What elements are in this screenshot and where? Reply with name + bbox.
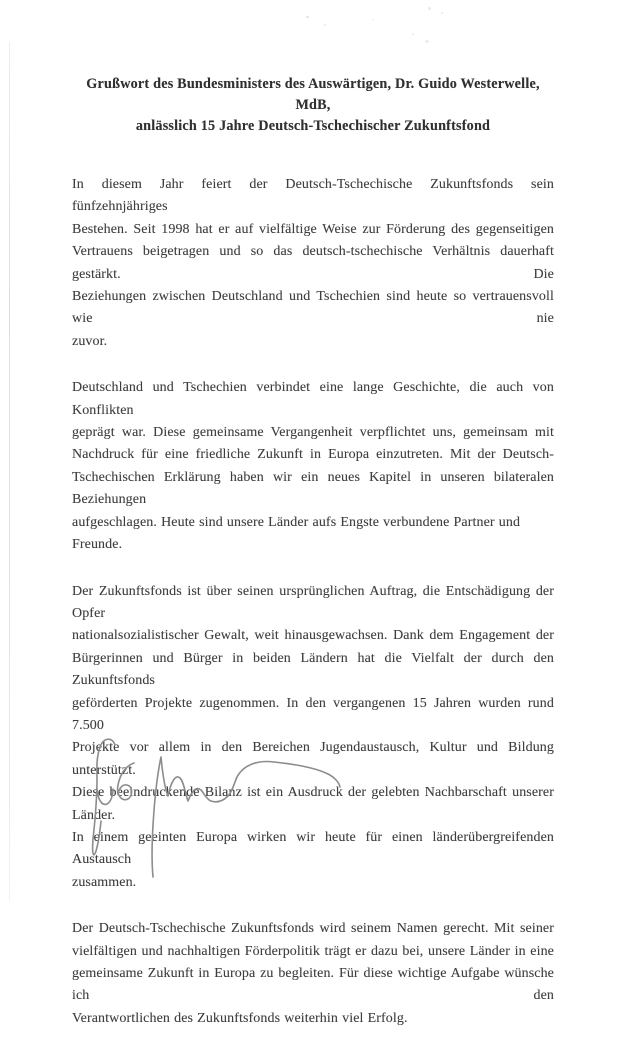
text-line: Diese beeindruckende Bilanz ist ein Ausdruck der gelebten Nachbarschaft unserer Länder.: [72, 785, 554, 823]
text-line: Tschechischen Erklärung haben wir ein neues Kapitel in unseren bilateralen Beziehungen: [72, 469, 554, 508]
text-line: gemeinsame Zukunft in Europa zu begleiten. Für diese wichtige Aufgabe wünsche ich den: [72, 966, 554, 1004]
text-line: zusammen.: [72, 874, 137, 890]
letter-title: [72, 74, 554, 137]
letter-body: [72, 74, 554, 1054]
paragraphs: [72, 174, 554, 1030]
letter-title-line-1: Grußwort des Bundesministers des Auswärtigen, Dr. Guido Westerwelle, MdB,: [86, 76, 540, 113]
text-line: Bürgerinnen und Bürger in beiden Ländern hat die Vielfalt der durch den Zukunftsfonds: [72, 650, 554, 689]
scan-speck: [425, 40, 429, 43]
text-line: Der Deutsch-Tschechische Zukunftsfonds wird seinem Namen gerecht. Mit seiner: [72, 921, 554, 937]
signature-block: [73, 733, 353, 888]
paragraph: [72, 174, 554, 353]
text-line: In diesem Jahr feiert der Deutsch-Tschechische Zukunftsfonds sein fünfzehnjähriges: [72, 177, 554, 215]
text-line: Vertrauens beigetragen und so das deutsch-tschechische Verhältnis dauerhaft gestärkt. Die: [72, 244, 554, 282]
text-line: Projekte vor allem in den Bereichen Jugendaustausch, Kultur und Bildung unterstützt.: [72, 740, 554, 778]
scan-speck: [412, 33, 414, 35]
text-line: zuvor.: [72, 333, 108, 349]
text-line: geprägt war. Diese gemeinsame Vergangenheit verpflichtet uns, gemeinsam mit: [72, 425, 554, 441]
text-line: Der Zukunftsfonds ist über seinen ursprünglichen Auftrag, die Entschädigung der Opfer: [72, 583, 554, 621]
paragraph: [72, 377, 554, 556]
scan-speck: [306, 16, 309, 18]
text-line: geförderten Projekte zugenommen. In den vergangenen 15 Jahren wurden rund 7.500: [72, 695, 554, 733]
text-line: nationalsozialistischer Gewalt, weit hinausgewachsen. Dank dem Engagement der: [72, 628, 554, 644]
scan-speck: [324, 24, 326, 26]
text-line: Deutschland und Tschechien verbindet eine lange Geschichte, die auch von Konflikten: [72, 380, 554, 418]
scan-speck: [441, 12, 443, 14]
scan-speck: [428, 7, 431, 10]
letter-title-line-2: anlässlich 15 Jahre Deutsch-Tschechischer Zukunftsfond: [135, 118, 491, 134]
handwritten-signature-icon: [73, 733, 353, 888]
paragraph: [72, 918, 554, 1030]
text-line: Beziehungen zwischen Deutschland und Tschechien sind heute so vertrauensvoll wie nie: [72, 289, 554, 327]
text-line: Bestehen. Seit 1998 hat er auf vielfältige Weise zur Förderung des gegenseitigen: [72, 221, 554, 237]
text-line: Verantwortlichen des Zukunftsfonds weiterhin viel Erfolg.: [72, 1010, 408, 1026]
text-line: In einem geeinten Europa wirken wir heute für einen länderübergreifenden Austausch: [72, 829, 554, 868]
scan-edge-line: [9, 42, 10, 900]
text-line: Nachdruck für eine friedliche Zukunft in Europa einzutreten. Mit der Deutsch-: [72, 447, 554, 463]
text-line: vielfältigen und nachhaltigen Förderpolitik trägt er dazu bei, unsere Länder in eine: [72, 943, 554, 959]
scan-speck: [372, 19, 374, 20]
text-line: aufgeschlagen. Heute sind unsere Länder aufs Engste verbundene Partner und Freunde.: [72, 514, 521, 553]
